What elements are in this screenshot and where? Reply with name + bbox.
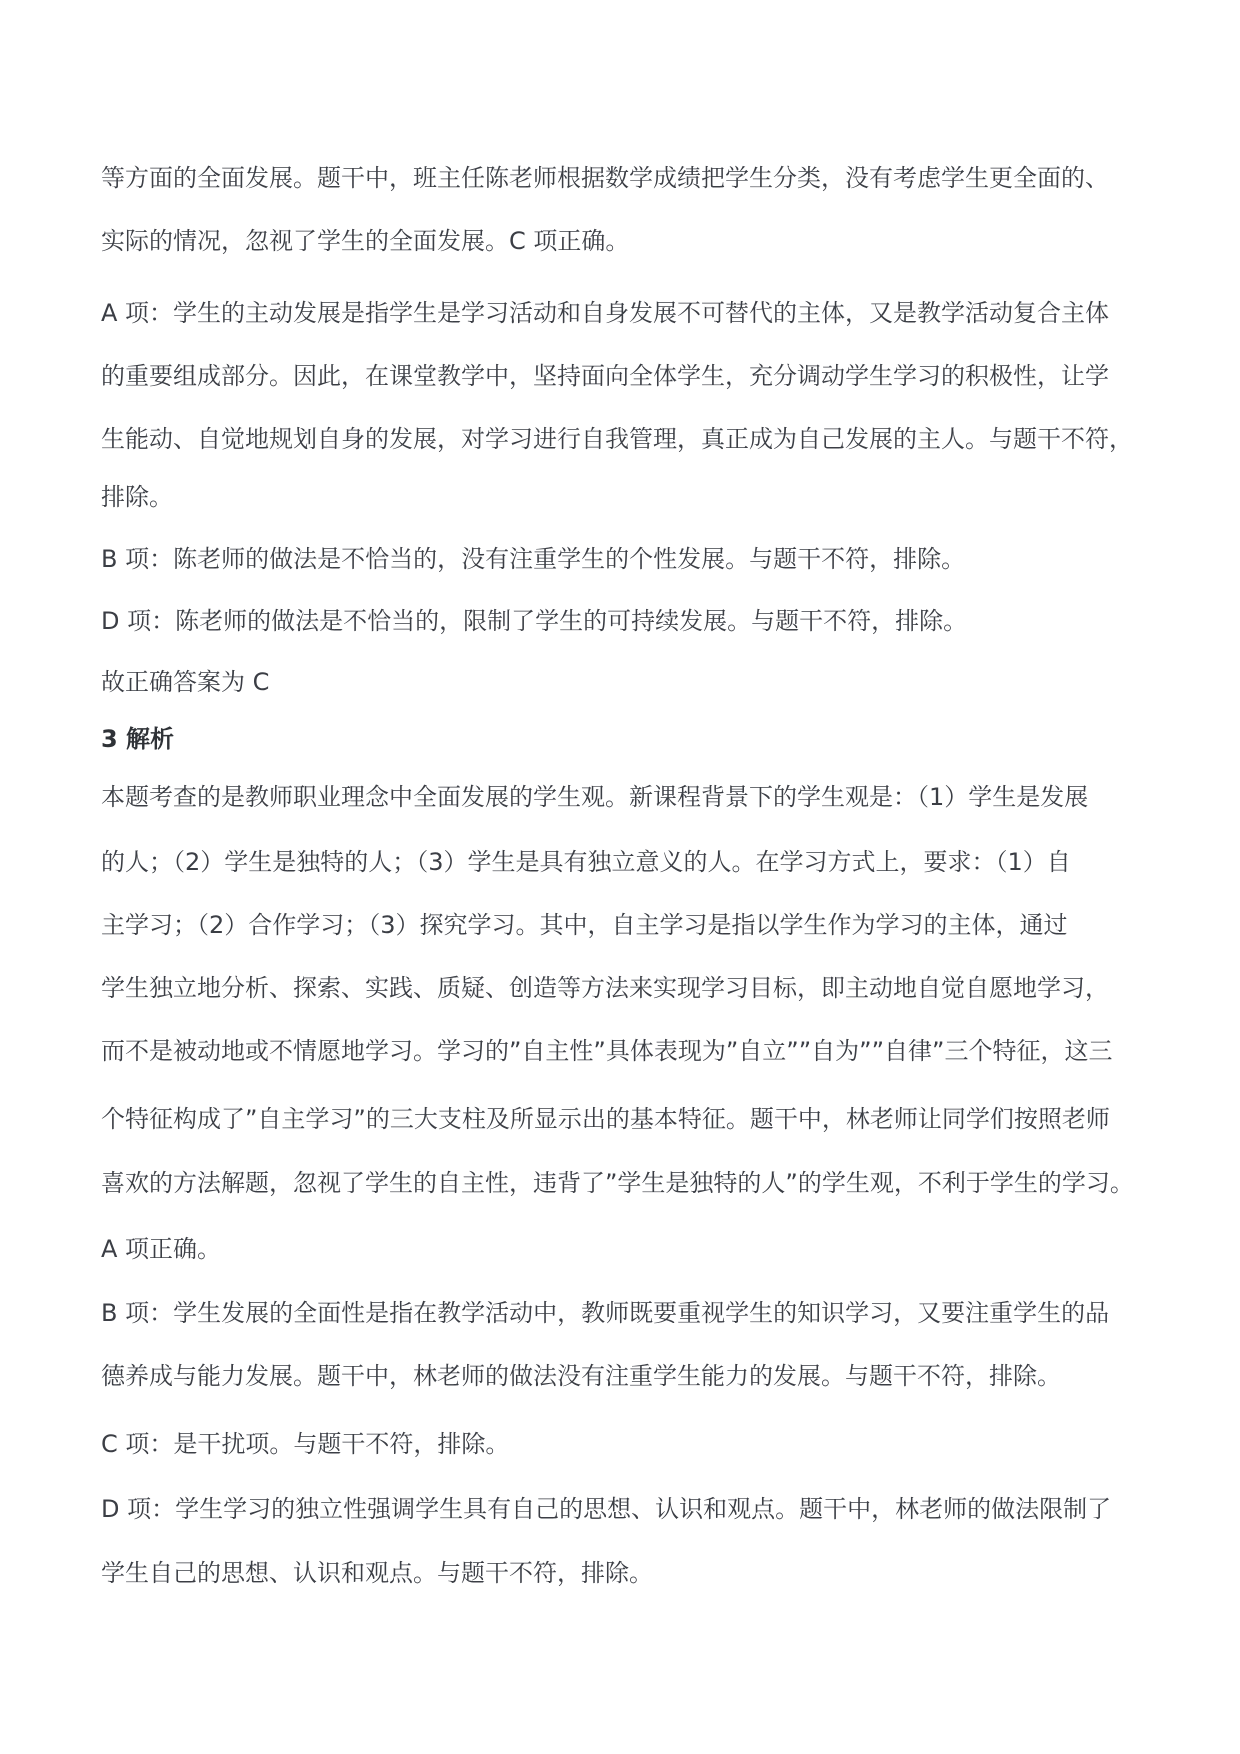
text-line: 学生独立地分析、探索、实践、质疑、创造等方法来实现学习目标，即主动地自觉自愿地学习， [101,974,1109,1002]
text-line: 而不是被动地或不情愿地学习。学习的”自主性”具体表现为”自立””自为””自律”三个特征，这三 [101,1037,1113,1065]
text-line: 故正确答案为 C [101,668,270,696]
text-line: 等方面的全面发展。题干中，班主任陈老师根据数学成绩把学生分类，没有考虑学生更全面的、 [101,164,1109,192]
text-line: 生能动、自觉地规划自身的发展，对学习进行自我管理，真正成为自己发展的主人。与题干不符， [101,425,1133,453]
section-heading: 3 解析 [101,725,175,753]
text-line: 实际的情况，忽视了学生的全面发展。C 项正确。 [101,227,630,255]
text-line: B 项：学生发展的全面性是指在教学活动中，教师既要重视学生的知识学习，又要注重学生的品 [101,1299,1110,1327]
text-line: 本题考查的是教师职业理念中全面发展的学生观。新课程背景下的学生观是：（1）学生是发展 [101,783,1089,811]
text-line: A 项正确。 [101,1235,222,1263]
text-line: C 项：是干扰项。与题干不符，排除。 [101,1430,510,1458]
text-line: 的重要组成部分。因此，在课堂教学中，坚持面向全体学生，充分调动学生学习的积极性，让学 [101,362,1109,390]
text-line: 学生自己的思想、认识和观点。与题干不符，排除。 [101,1559,653,1587]
text-line: 的人；（2）学生是独特的人；（3）学生是具有独立意义的人。在学习方式上，要求：（1）自 [101,848,1071,876]
text-line: 德养成与能力发展。题干中，林老师的做法没有注重学生能力的发展。与题干不符，排除。 [101,1362,1061,1390]
text-line: D 项：学生学习的独立性强调学生具有自己的思想、认识和观点。题干中，林老师的做法限制了 [101,1495,1112,1523]
text-line: 个特征构成了”自主学习”的三大支柱及所显示出的基本特征。题干中，林老师让同学们按照老师 [101,1105,1110,1133]
text-line: A 项：学生的主动发展是指学生是学习活动和自身发展不可替代的主体，又是教学活动复合主体 [101,299,1110,327]
text-line: B 项：陈老师的做法是不恰当的，没有注重学生的个性发展。与题干不符，排除。 [101,545,966,573]
text-line: 喜欢的方法解题，忽视了学生的自主性，违背了”学生是独特的人”的学生观，不利于学生的学习。 [101,1169,1134,1197]
text-line: 主学习；（2）合作学习；（3）探究学习。其中，自主学习是指以学生作为学习的主体，通过 [101,911,1068,939]
text-line: D 项：陈老师的做法是不恰当的，限制了学生的可持续发展。与题干不符，排除。 [101,607,968,635]
text-line: 排除。 [101,483,173,511]
